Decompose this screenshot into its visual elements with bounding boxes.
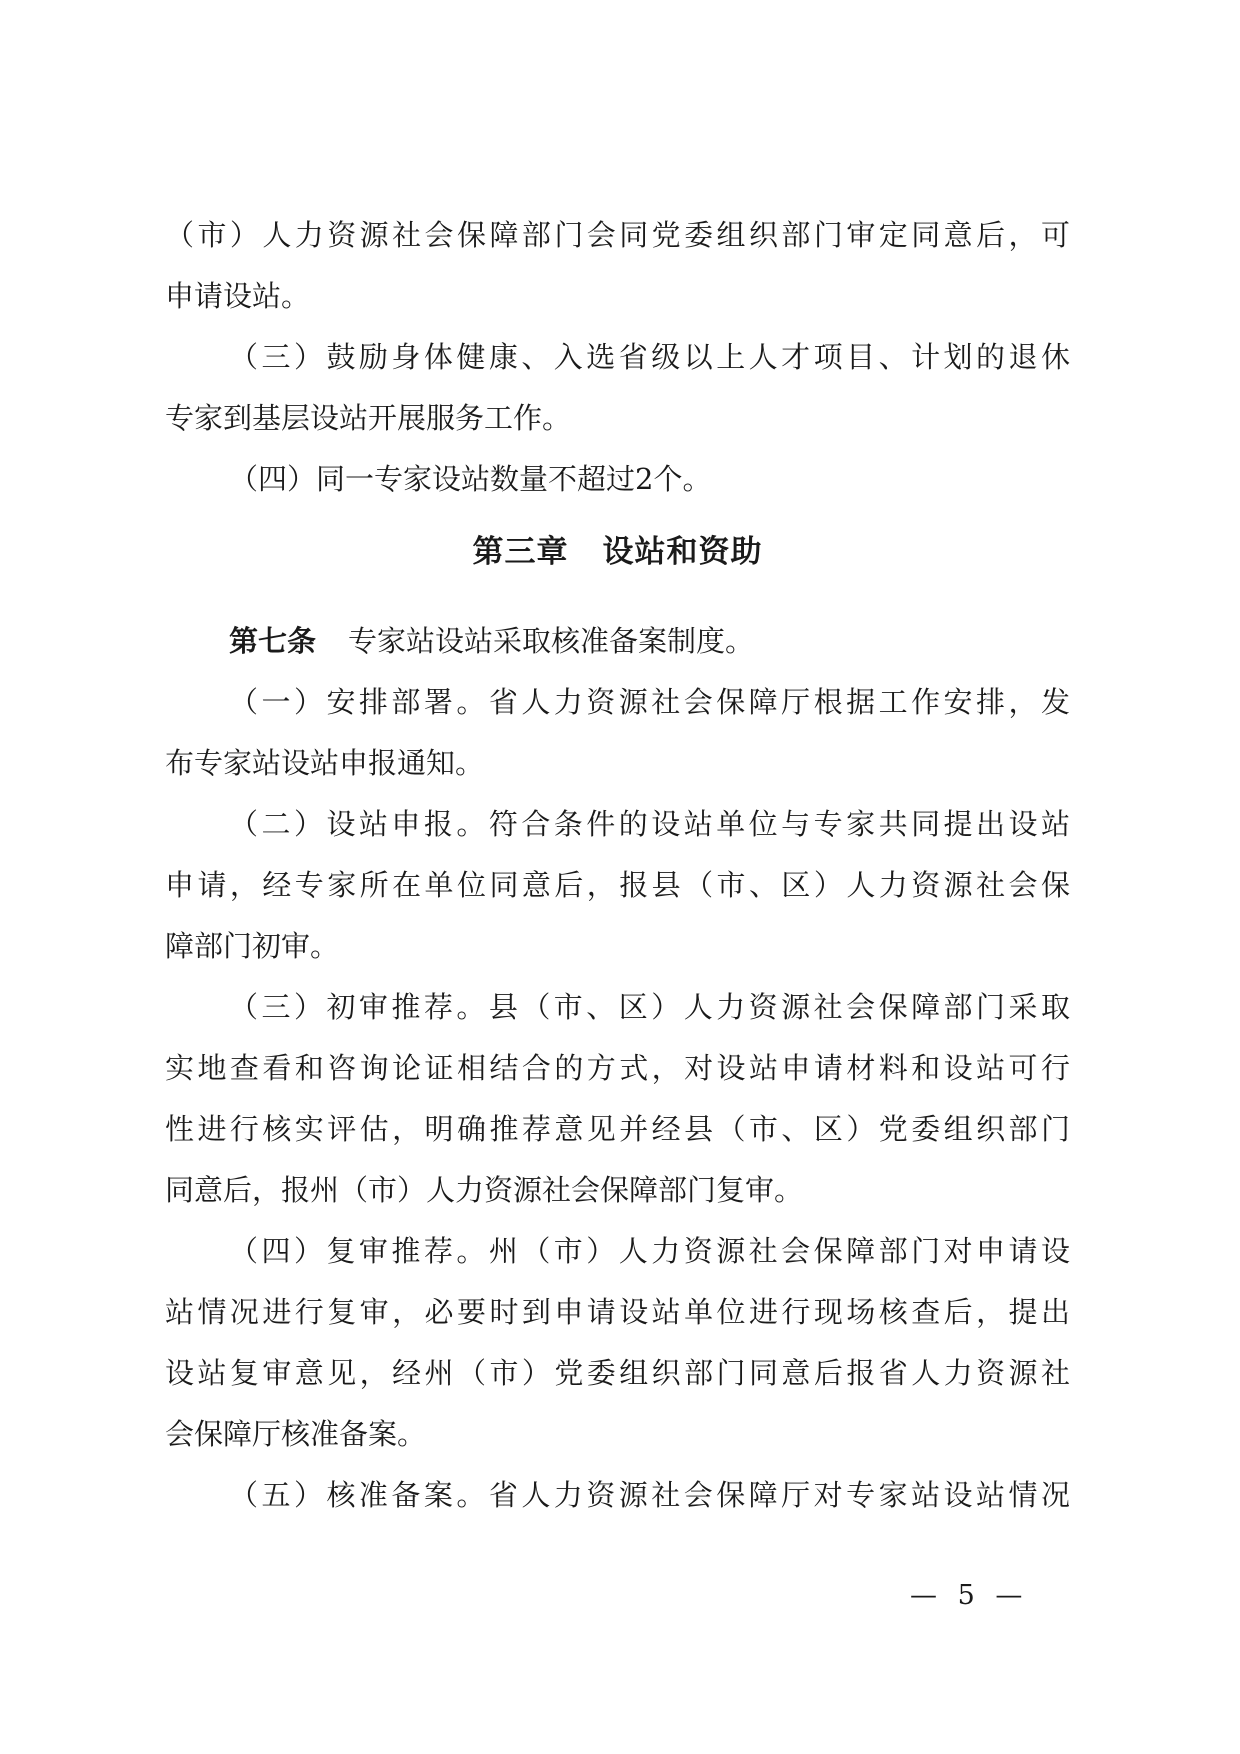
paragraph-line: （二）设站申报。符合条件的设站单位与专家共同提出设站	[229, 807, 1070, 841]
paragraph-line: （市）人力资源社会保障部门会同党委组织部门审定同意后，可	[165, 218, 1070, 252]
paragraph-line: 实地查看和咨询论证相结合的方式，对设站申请材料和设站可行	[165, 1051, 1070, 1085]
paragraph-line: 专家到基层设站开展服务工作。	[165, 401, 572, 435]
paragraph-line: （五）核准备案。省人力资源社会保障厅对专家站设站情况	[229, 1478, 1070, 1512]
paragraph-line: 申请，经专家所在单位同意后，报县（市、区）人力资源社会保	[165, 868, 1070, 902]
paragraph-line: 会保障厅核准备案。	[165, 1417, 427, 1451]
article-label: 第七条	[229, 624, 317, 658]
paragraph-line: （一）安排部署。省人力资源社会保障厅根据工作安排，发	[229, 685, 1070, 719]
article-heading	[165, 611, 1070, 672]
article-text: 专家站设站采取核准备案制度。	[348, 624, 755, 658]
paragraph-line: （三）鼓励身体健康、入选省级以上人才项目、计划的退休	[229, 340, 1070, 374]
paragraph-line: 申请设站。	[165, 279, 311, 313]
paragraph-line: 设站复审意见，经州（市）党委组织部门同意后报省人力资源社	[165, 1356, 1070, 1390]
paragraph-line: 性进行核实评估，明确推荐意见并经县（市、区）党委组织部门	[165, 1112, 1070, 1146]
chapter-title: 设站和资助	[602, 534, 763, 570]
document-page	[165, 205, 1070, 1526]
paragraph-line: 站情况进行复审，必要时到申请设站单位进行现场核查后，提出	[165, 1295, 1070, 1329]
paragraph-line: （四）复审推荐。州（市）人力资源社会保障部门对申请设	[229, 1234, 1070, 1268]
chapter-number: 第三章	[472, 534, 569, 570]
paragraph-line: 同意后，报州（市）人力资源社会保障部门复审。	[165, 1173, 804, 1207]
page-number: — 5 —	[910, 1580, 1029, 1611]
chapter-heading	[165, 522, 1070, 583]
paragraph-line: （三）初审推荐。县（市、区）人力资源社会保障部门采取	[229, 990, 1070, 1024]
paragraph-line: 布专家站设站申报通知。	[165, 746, 485, 780]
paragraph-line: 障部门初审。	[165, 929, 340, 963]
paragraph-line: （四）同一专家设站数量不超过2个。	[229, 462, 712, 496]
